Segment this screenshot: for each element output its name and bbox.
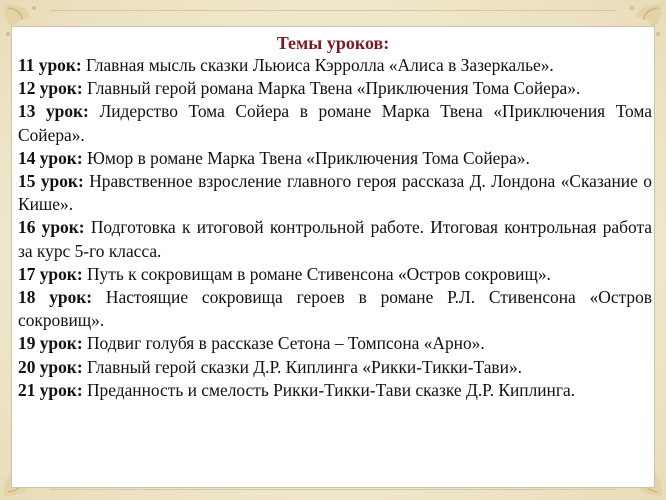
- lesson-item: [18, 147, 652, 170]
- lesson-number: 20 урок:: [18, 356, 83, 377]
- page-title: Темы уроков:: [276, 33, 390, 53]
- lesson-number: 18 урок:: [18, 287, 93, 308]
- lesson-item: [18, 286, 652, 332]
- lesson-topic: Главный герой сказки Д.Р. Киплинга «Рикки-Тикки-Тави».: [86, 356, 522, 377]
- lesson-number: 21 урок:: [18, 379, 83, 400]
- lesson-number: 13 урок:: [18, 101, 89, 122]
- lesson-topic: Подготовка к итоговой контрольной работе. Итоговая контрольная работа за курс 5-го класса.: [18, 217, 652, 261]
- lesson-number: 12 урок:: [18, 78, 83, 99]
- lesson-topic: Нравственное взросление главного героя рассказа Д. Лондона «Сказание о Кише».: [18, 171, 652, 215]
- lesson-topic: Преданность и смелость Рикки-Тикки-Тави сказке Д.Р. Киплинга.: [86, 379, 576, 400]
- lesson-item: [18, 216, 652, 262]
- lesson-item: [18, 77, 652, 100]
- decorative-bottom-rule: [50, 489, 616, 490]
- lesson-number: 19 урок:: [18, 333, 83, 354]
- lesson-list: [18, 54, 652, 402]
- lesson-item: [18, 170, 652, 216]
- lesson-number: 15 урок:: [18, 171, 84, 192]
- lesson-item: [18, 263, 652, 286]
- lesson-item: [18, 100, 652, 146]
- decorative-top-rule: [50, 10, 616, 11]
- lesson-topic: Путь к сокровищам в романе Стивенсона «Остров сокровищ».: [86, 263, 551, 284]
- lesson-topic: Настоящие сокровища героев в романе Р.Л. Стивенсона «Остров сокровищ».: [18, 287, 652, 331]
- lesson-topic: Главный герой романа Марка Твена «Приключения Тома Сойера».: [86, 78, 581, 99]
- lesson-number: 14 урок:: [18, 147, 83, 168]
- lesson-item: [18, 379, 652, 402]
- lesson-item: [18, 54, 652, 77]
- lesson-item: [18, 332, 652, 355]
- lesson-item: [18, 356, 652, 379]
- lesson-number: 17 урок:: [18, 263, 83, 284]
- lesson-number: 16 урок:: [18, 217, 85, 238]
- lesson-topic: Юмор в романе Марка Твена «Приключения Тома Сойера».: [86, 147, 530, 168]
- lesson-number: 11 урок:: [18, 55, 82, 75]
- lesson-topic: Подвиг голубя в рассказе Сетона – Томпсона «Арно».: [86, 333, 485, 354]
- lesson-topic: Главная мысль сказки Льюиса Кэрролла «Алиса в Зазеркалье».: [86, 55, 554, 75]
- lesson-topic: Лидерство Тома Сойера в романе Марка Твена «Приключения Тома Сойера».: [18, 101, 652, 145]
